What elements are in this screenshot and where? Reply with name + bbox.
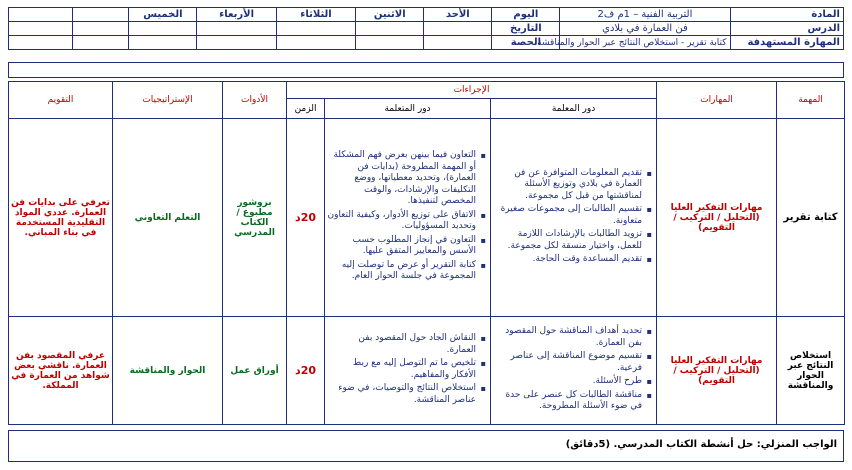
empty-cell — [9, 8, 73, 22]
empty-cell — [9, 36, 73, 50]
col-time: الزمن — [287, 99, 325, 119]
empty-cell — [424, 36, 492, 50]
empty-cell — [356, 22, 424, 36]
col-task: المهمة — [777, 82, 845, 119]
col-tools: الأدوات — [223, 82, 287, 119]
list-item: ▪ تقسيم موضوع المناقشة إلى عناصر فرعية. — [493, 351, 642, 374]
subject-value: التربية الفنية – 1م ف2 — [560, 8, 730, 22]
table-row — [9, 119, 845, 317]
skill-value: كتابة تقرير - استخلاص النتائج عبر الحوار والمناقشة — [560, 36, 730, 50]
student-role-cell — [325, 119, 491, 317]
empty-cell — [72, 22, 129, 36]
procedures-table — [8, 81, 845, 425]
tools-cell: أوراق عمل — [223, 317, 287, 425]
list-item: ▪ استخلاص النتائج والتوصيات، في ضوء عناصر المناقشة. — [327, 383, 476, 406]
list-item: ▪ تلخيص ما تم التوصل إليه مع ربط الأفكار والمفاهيم. — [327, 358, 476, 381]
col-strategies: الإستراتيجيات — [113, 82, 223, 119]
period-label: الحصة — [492, 36, 560, 50]
skill-label: المهارة المستهدفة — [730, 36, 843, 50]
list-item: ▪ مناقشة الطالبات كل عنصر على حدة في ضوء الأسئلة المطروحة. — [493, 390, 642, 413]
day-3: الثلاثاء — [276, 8, 355, 22]
list-item: ▪ تحديد أهداف المناقشة حول المقصود بفن العمارة. — [493, 326, 642, 349]
list-item: ▪ طرح الأسئلة. — [493, 376, 642, 388]
header-table — [8, 7, 844, 50]
col-teacher-role: دور المعلمة — [491, 99, 657, 119]
skills-cell: مهارات التفكير العليا (التحليل / التركيب / التقويم) — [657, 317, 777, 425]
empty-cell — [276, 22, 355, 36]
empty-cell — [72, 36, 129, 50]
tools-cell: بروشور مطبوع / الكتاب المدرسي — [223, 119, 287, 317]
evaluation-cell: تعرفي على بدايات فن العمارة. عددي المواد التقليدية المستخدمة في بناء المباني. — [9, 119, 113, 317]
list-item: ▪ التعاون فيما بينهن بعرض فهم المشكلة أو المهمة المطروحة (بدايات فن العمارة)، وتحديد معطياتها، ووضع التكليفات والإرشادات، والوقت المخصص لتنفيذها. — [327, 150, 476, 208]
empty-cell — [9, 22, 73, 36]
date-label: التاريخ — [492, 22, 560, 36]
homework-box — [8, 430, 844, 462]
time-cell: 20د — [287, 119, 325, 317]
time-cell: 20د — [287, 317, 325, 425]
col-student-role: دور المتعلمة — [325, 99, 491, 119]
day-4: الأربعاء — [197, 8, 276, 22]
day-label: اليوم — [492, 8, 560, 22]
list-item: ▪ تقسيم الطالبات إلى مجموعات صغيرة متعاونة. — [493, 204, 642, 227]
empty-cell — [356, 36, 424, 50]
list-item: ▪ تقديم المساعدة وقت الحاجة. — [493, 254, 642, 266]
col-evaluation: التقويم — [9, 82, 113, 119]
empty-cell — [197, 36, 276, 50]
list-item: ▪ النقاش الجاد حول المقصود بفن العمارة. — [327, 333, 476, 356]
list-item: ▪ كتابة التقرير أو عرض ما توصلت إليه المجموعة في جلسة الحوار العام. — [327, 260, 476, 283]
table-row — [9, 317, 845, 425]
spacer-strip — [8, 62, 844, 78]
day-1: الأحد — [424, 8, 492, 22]
empty-cell — [129, 22, 197, 36]
task-cell: كتابة تقرير — [777, 119, 845, 317]
lesson-label: الدرس — [730, 22, 843, 36]
empty-cell — [276, 36, 355, 50]
list-item: ▪ التعاون في إنجاز المطلوب حسب الأسس والمعايير المتفق عليها. — [327, 235, 476, 258]
teacher-role-cell — [491, 119, 657, 317]
day-2: الاثنين — [356, 8, 424, 22]
empty-cell — [72, 8, 129, 22]
list-item: ▪ الاتفاق على توزيع الأدوار، وكيفية التعاون وتحديد المسؤوليات. — [327, 210, 476, 233]
list-item: ▪ تقديم المعلومات المتوافرة عن فن العمارة في بلادي وتوزيع الأسئلة لمناقشتها من قبل كل مجموعة. — [493, 168, 642, 203]
homework-text: الواجب المنزلي: حل أنشطة الكتاب المدرسي. (5دقائق) — [565, 439, 837, 450]
evaluation-cell: عرفي المقصود بفن العمارة. ناقشي بعض شواهد من العمارة في المملكة. — [9, 317, 113, 425]
student-role-cell — [325, 317, 491, 425]
teacher-role-cell — [491, 317, 657, 425]
strategy-cell: التعلم التعاوني — [113, 119, 223, 317]
col-procedures: الإجراءات — [287, 82, 657, 99]
empty-cell — [129, 36, 197, 50]
list-item: ▪ تزويد الطالبات بالإرشادات اللازمة للعمل، واختيار منسقة لكل مجموعة. — [493, 229, 642, 252]
skills-cell: مهارات التفكير العليا (التحليل / التركيب / التقويم) — [657, 119, 777, 317]
task-cell: استخلاص النتائج عبر الحوار والمناقشة — [777, 317, 845, 425]
col-skills: المهارات — [657, 82, 777, 119]
day-5: الخميس — [129, 8, 197, 22]
empty-cell — [424, 22, 492, 36]
strategy-cell: الحوار والمناقشة — [113, 317, 223, 425]
subject-label: المادة — [730, 8, 843, 22]
lesson-value: فن العمارة في بلادي — [560, 22, 730, 36]
empty-cell — [197, 22, 276, 36]
